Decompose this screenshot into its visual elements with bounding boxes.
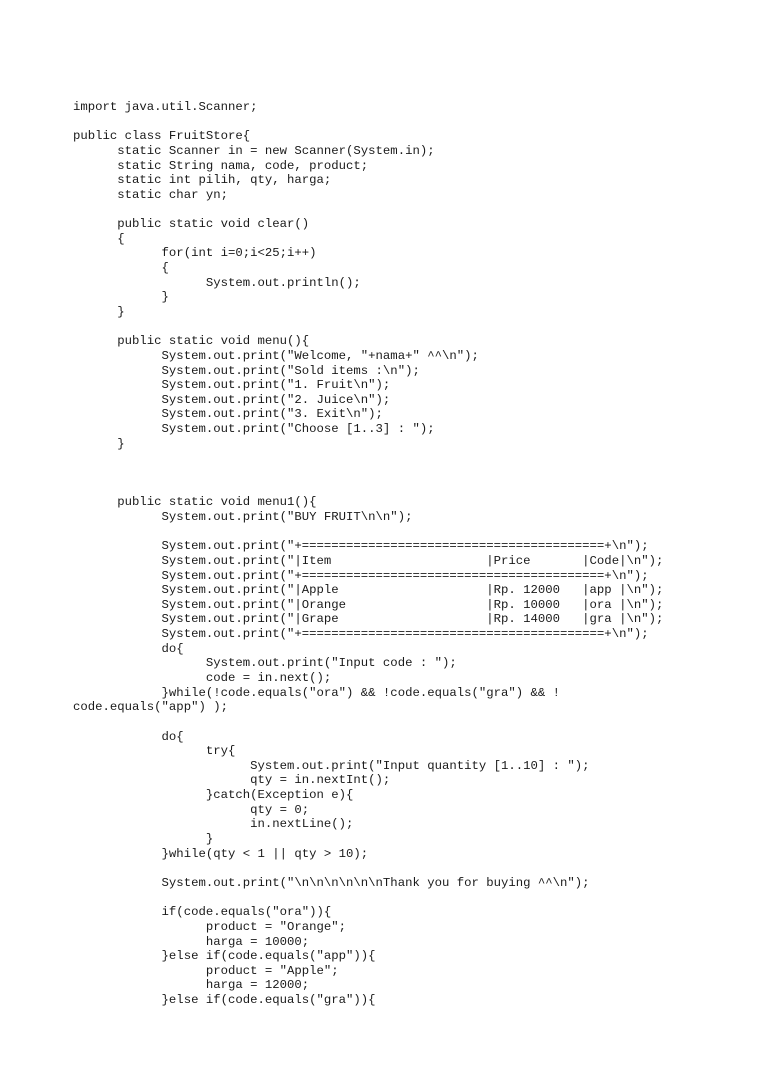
code-line: }while(!code.equals("ora") && !code.equals("gra") && ! [73, 685, 561, 700]
code-line: public class FruitStore{ [73, 129, 251, 144]
code-line: System.out.print("1. Fruit\n"); [73, 378, 391, 393]
code-line: } [73, 436, 125, 451]
code-line: import java.util.Scanner; [73, 100, 258, 114]
code-line [73, 525, 753, 540]
code-line: System.out.print("+=========================================+\n"); [73, 539, 649, 554]
code-line: product = "Orange"; [73, 919, 347, 934]
code-line: System.out.print("Welcome, "+nama+" ^^\n"); [73, 348, 479, 363]
code-line: System.out.print("BUY FRUIT\n\n"); [73, 509, 413, 524]
code-line [73, 481, 753, 496]
code-line: do{ [73, 729, 184, 744]
code-line: System.out.print("+=========================================+\n"); [73, 627, 649, 642]
code-line [73, 320, 753, 335]
code-line: System.out.print("|Orange |Rp. 10000 |ora |\n"); [73, 597, 664, 612]
code-line: in.nextLine(); [73, 817, 354, 832]
code-line: System.out.print("Sold items :\n"); [73, 363, 420, 378]
code-line [73, 115, 753, 130]
code-line: System.out.println(); [73, 275, 361, 290]
code-line [73, 715, 753, 730]
code-line: } [73, 832, 214, 847]
code-line: static char yn; [73, 187, 228, 202]
code-line: qty = in.nextInt(); [73, 773, 391, 788]
code-line [73, 891, 753, 906]
code-line: code.equals("app") ); [73, 700, 228, 715]
code-line: public static void menu1(){ [73, 495, 317, 510]
code-line [73, 451, 753, 466]
code-line: product = "Apple"; [73, 963, 339, 978]
code-line: System.out.print("3. Exit\n"); [73, 407, 383, 422]
code-line: { [73, 231, 125, 246]
code-line: if(code.equals("ora")){ [73, 905, 332, 920]
code-line: } [73, 304, 125, 319]
code-line: public static void menu(){ [73, 334, 310, 349]
code-line [73, 861, 753, 876]
code-line: System.out.print("2. Juice\n"); [73, 392, 391, 407]
code-line: System.out.print("Input quantity [1..10] : "); [73, 758, 590, 773]
code-line: System.out.print("+=========================================+\n"); [73, 568, 649, 583]
code-line: System.out.print("Choose [1..3] : "); [73, 422, 435, 437]
code-line: qty = 0; [73, 802, 310, 817]
code-line: System.out.print("|Apple |Rp. 12000 |app |\n"); [73, 583, 664, 598]
code-line: for(int i=0;i<25;i++) [73, 246, 317, 261]
code-line [73, 202, 753, 217]
code-line: System.out.print("Input code : "); [73, 656, 457, 671]
code-line: System.out.print("|Item |Price |Code|\n"); [73, 553, 664, 568]
code-line: harga = 12000; [73, 978, 310, 993]
code-line: }else if(code.equals("gra")){ [73, 993, 376, 1008]
java-source-code [73, 100, 753, 1008]
code-line: }catch(Exception e){ [73, 788, 354, 803]
code-line: }while(qty < 1 || qty > 10); [73, 846, 369, 861]
code-line: public static void clear() [73, 217, 310, 232]
code-line: }else if(code.equals("app")){ [73, 949, 376, 964]
code-line: static int pilih, qty, harga; [73, 173, 332, 188]
code-line: } [73, 290, 169, 305]
code-line [73, 466, 753, 481]
code-line: System.out.print("\n\n\n\n\n\nThank you for buying ^^\n"); [73, 875, 590, 890]
code-line: code = in.next(); [73, 670, 332, 685]
code-line: do{ [73, 641, 184, 656]
code-line: static Scanner in = new Scanner(System.in); [73, 143, 435, 158]
code-line: static String nama, code, product; [73, 158, 369, 173]
code-line: { [73, 261, 169, 276]
code-line: try{ [73, 744, 236, 759]
code-line: System.out.print("|Grape |Rp. 14000 |gra |\n"); [73, 612, 664, 627]
code-line: harga = 10000; [73, 934, 310, 949]
